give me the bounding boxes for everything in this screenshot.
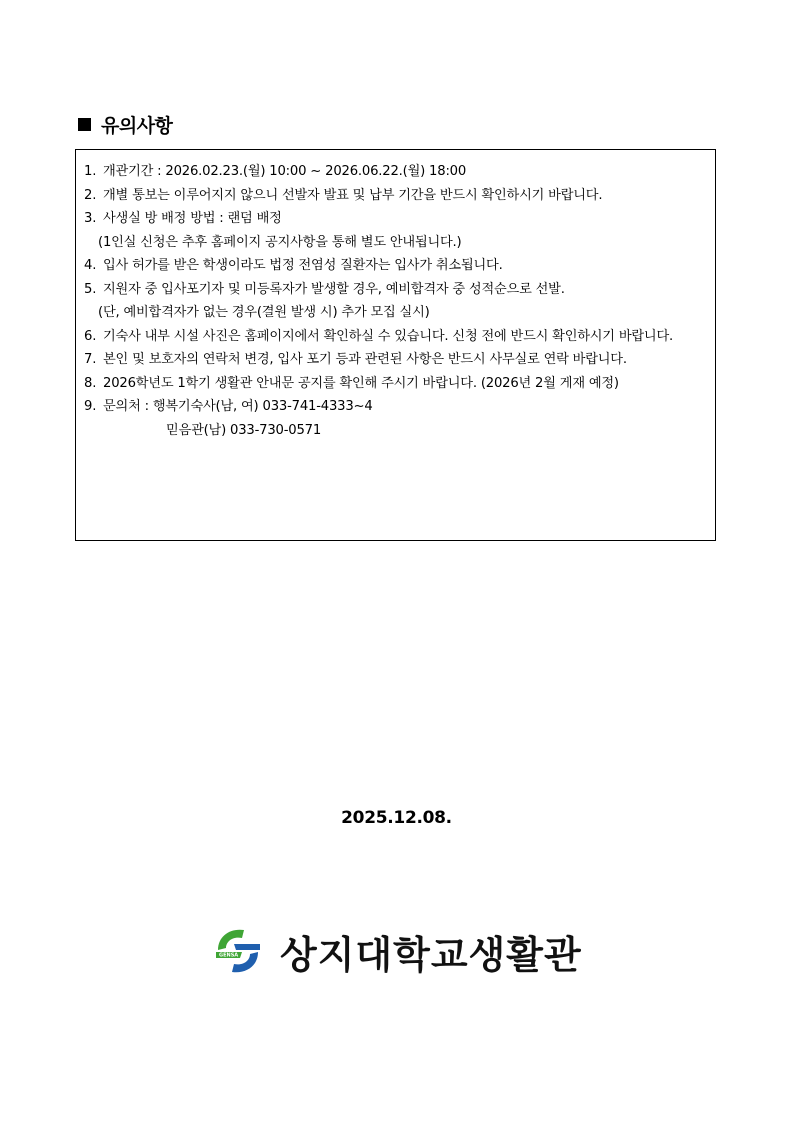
notice-subtext: (1인실 신청은 추후 홈페이지 공지사항을 통해 별도 안내됩니다.) bbox=[98, 234, 462, 250]
section-title: 유의사항 bbox=[101, 114, 173, 137]
notice-number: 2. bbox=[84, 187, 97, 203]
notice-number: 6. bbox=[84, 328, 97, 344]
notice-item bbox=[84, 278, 707, 302]
notice-text: 개별 통보는 이루어지지 않으니 선발자 발표 및 납부 기간을 반드시 확인하시기 바랍니다. bbox=[103, 187, 603, 203]
document-date: 2025.12.08. bbox=[341, 808, 452, 828]
notice-number: 9. bbox=[84, 399, 97, 414]
contact-dorm-2-text: 믿음관(남) 033-730-0571 bbox=[166, 422, 322, 438]
notice-item bbox=[84, 372, 707, 396]
notice-item bbox=[84, 207, 707, 231]
notice-text: 사생실 방 배정 방법 : 랜덤 배정 bbox=[103, 211, 282, 226]
notice-item bbox=[84, 254, 707, 278]
notice-number: 3. bbox=[84, 211, 97, 226]
contact-item bbox=[84, 395, 707, 419]
logo-name: 상지대학교생활관 bbox=[280, 932, 582, 977]
sangji-emblem-icon bbox=[212, 926, 264, 976]
notice-number: 1. bbox=[84, 164, 97, 179]
contact-dorm-1: 행복기숙사(남, 여) 033-741-4333~4 bbox=[152, 399, 373, 414]
notice-text: 입사 허가를 받은 학생이라도 법정 전염성 질환자는 입사가 취소됩니다. bbox=[103, 258, 503, 273]
notice-item bbox=[84, 184, 707, 208]
notice-subtext: (단, 예비합격자가 없는 경우(결원 발생 시) 추가 모집 실시) bbox=[98, 305, 430, 320]
emblem-text: GENSA bbox=[219, 952, 239, 959]
notice-item bbox=[84, 160, 707, 184]
notice-number: 7. bbox=[84, 352, 97, 367]
contact-dorm-2 bbox=[84, 419, 707, 443]
notice-text: 개관기간 : 2026.02.23.(월) 10:00 ~ 2026.06.22.(월) 18:00 bbox=[103, 164, 467, 179]
notice-item bbox=[84, 325, 707, 349]
section-heading bbox=[78, 110, 172, 138]
notice-number: 4. bbox=[84, 258, 97, 273]
university-logo bbox=[212, 925, 582, 977]
notice-item bbox=[84, 348, 707, 372]
notice-box bbox=[75, 149, 716, 541]
notice-text: 지원자 중 입사포기자 및 미등록자가 발생할 경우, 예비합격자 중 성적순으로 선발. bbox=[103, 281, 565, 297]
notice-text: 본인 및 보호자의 연락처 변경, 입사 포기 등과 관련된 사항은 반드시 사무실로 연락 바랍니다. bbox=[103, 352, 627, 367]
notice-text: 기숙사 내부 시설 사진은 홈페이지에서 확인하실 수 있습니다. 신청 전에 반드시 확인하시기 바랍니다. bbox=[103, 328, 673, 344]
notice-text: 2026학년도 1학기 생활관 안내문 공지를 확인해 주시기 바랍니다. (2026년 2월 게재 예정) bbox=[103, 375, 619, 391]
notice-number: 8. bbox=[84, 375, 97, 391]
contact-label: 문의처 : bbox=[103, 399, 153, 414]
contact-line bbox=[103, 395, 707, 419]
square-bullet-icon bbox=[78, 118, 91, 131]
notice-number: 5. bbox=[84, 281, 97, 297]
